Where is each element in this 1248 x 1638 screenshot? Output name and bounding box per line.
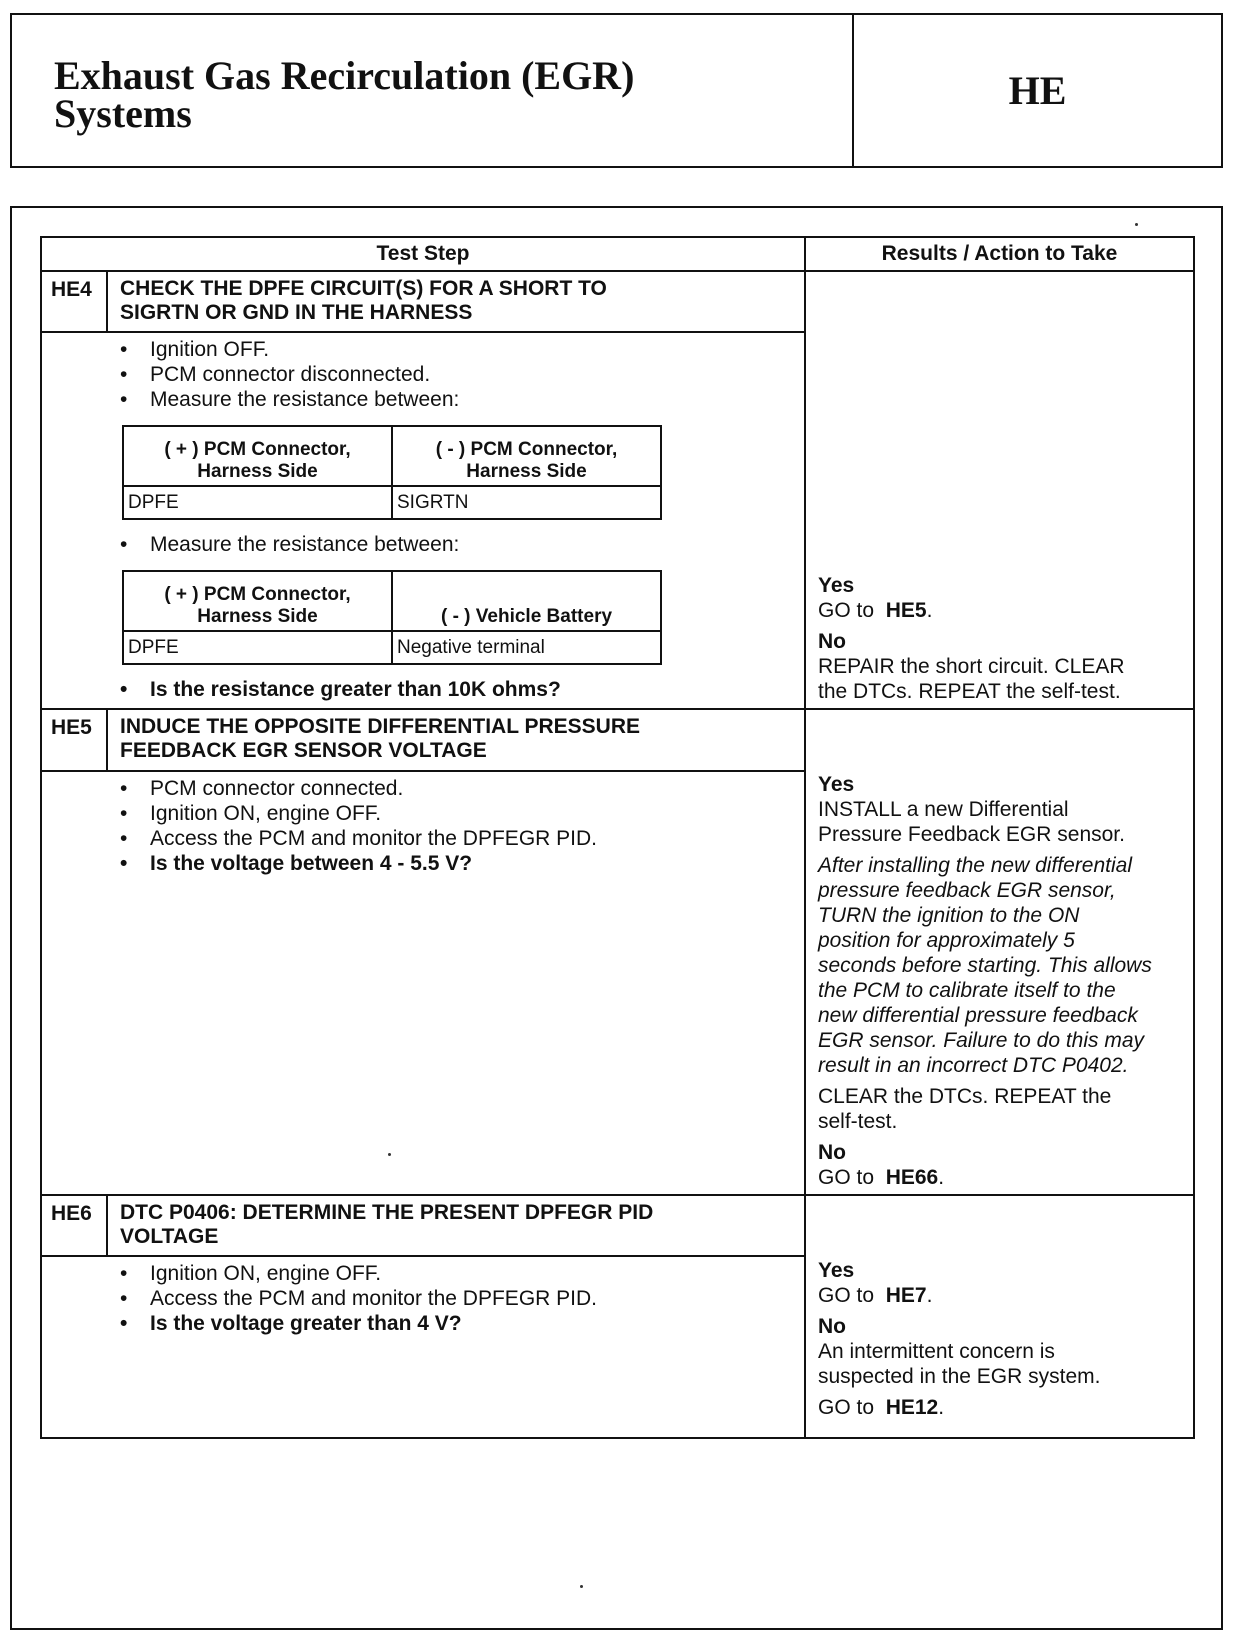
step-result: Yes GO to HE7. No An intermittent concern is suspected in the EGR system. GO to HE12. <box>805 1195 1194 1438</box>
step-body <box>41 332 805 709</box>
diagnostic-table <box>40 236 1195 1439</box>
step-title: DTC P0406: DETERMINE THE PRESENT DPFEGR PID VOLTAGE <box>107 1195 805 1256</box>
step-bullets <box>120 337 794 412</box>
step-id: HE4 <box>41 271 107 332</box>
list-item: • Ignition ON, engine OFF. <box>120 1261 794 1286</box>
table-header-row <box>41 237 1194 271</box>
section-code: HE <box>1008 68 1067 113</box>
sub-cell: DPFE <box>123 486 392 519</box>
note: After installing the new differential pressure feedback EGR sensor, TURN the ignition to the ON position for approximately 5 seconds before starting. This allows the PCM to calibrate itself to the new differential pressure feedback EGR sensor. Failure to do this may result in an incorrect DTC P0402. <box>818 854 1152 1077</box>
test-step-header: Test Step <box>41 237 805 271</box>
scan-speck <box>580 1585 583 1588</box>
step-title-row <box>41 271 1194 332</box>
sub-cell: Negative terminal <box>392 631 661 664</box>
list-item: • PCM connector connected. <box>120 776 794 801</box>
step-body <box>41 771 805 1195</box>
list-item: • Access the PCM and monitor the DPFEGR PID. <box>120 826 794 851</box>
list-item: • Measure the resistance between: <box>120 387 794 412</box>
question: • Is the resistance greater than 10K ohms? <box>120 677 794 702</box>
yes-action: GO to HE7. <box>818 1284 933 1307</box>
measurement-table <box>122 425 662 520</box>
step-title-row <box>41 1195 1194 1256</box>
no-action: GO to HE66. <box>818 1166 945 1189</box>
step-title: CHECK THE DPFE CIRCUIT(S) FOR A SHORT TO SIGRTN OR GND IN THE HARNESS <box>107 271 805 332</box>
list-item: • PCM connector disconnected. <box>120 362 794 387</box>
sub-cell: DPFE <box>123 631 392 664</box>
sub-header: ( - ) PCM Connector, Harness Side <box>392 426 661 486</box>
page-title: Exhaust Gas Recirculation (EGR) Systems <box>54 53 635 136</box>
step-title-row <box>41 709 1194 771</box>
list-item: • Ignition ON, engine OFF. <box>120 801 794 826</box>
list-item: • Ignition OFF. <box>120 337 794 362</box>
no-label: No <box>818 1141 846 1164</box>
sub-header: ( + ) PCM Connector, Harness Side <box>123 571 392 631</box>
list-item: • Access the PCM and monitor the DPFEGR PID. <box>120 1286 794 1311</box>
yes-label: Yes <box>818 1259 855 1282</box>
yes-action: GO to HE5. <box>818 599 933 622</box>
question: • Is the voltage between 4 - 5.5 V? <box>120 851 794 876</box>
sub-header: ( - ) Vehicle Battery <box>392 571 661 631</box>
sub-cell: SIGRTN <box>392 486 661 519</box>
question: • Is the voltage greater than 4 V? <box>120 1311 794 1336</box>
page-header <box>10 13 1223 168</box>
no-label: No <box>818 630 846 653</box>
measurement-table <box>122 570 662 665</box>
no-label: No <box>818 1315 846 1338</box>
results-header: Results / Action to Take <box>805 237 1194 271</box>
step-body <box>41 1256 805 1438</box>
step-title: INDUCE THE OPPOSITE DIFFERENTIAL PRESSURE FEEDBACK EGR SENSOR VOLTAGE <box>107 709 805 771</box>
list-item: • Measure the resistance between: <box>120 532 794 557</box>
yes-label: Yes <box>818 574 855 597</box>
step-result: Yes GO to HE5. No REPAIR the short circuit. CLEAR the DTCs. REPEAT the self-test. <box>805 271 1194 709</box>
sub-header: ( + ) PCM Connector, Harness Side <box>123 426 392 486</box>
scan-speck <box>388 1153 391 1156</box>
scan-speck <box>1135 223 1138 226</box>
step-id: HE6 <box>41 1195 107 1256</box>
yes-label: Yes <box>818 773 855 796</box>
step-id: HE5 <box>41 709 107 771</box>
step-result: Yes INSTALL a new Differential Pressure Feedback EGR sensor. After installing the new differential pressure feedback EGR sensor, TURN the ignition to the ON position for approximately 5 seconds before starting. This allows the PCM to calibrate itself to the new differential pressure feedback EGR sensor. Failure to do this may result in an incorrect DTC P0402. CLEAR the DTCs. REPEAT the self-test. No GO to HE66. <box>805 709 1194 1195</box>
goto-action: GO to HE12. <box>818 1396 945 1419</box>
